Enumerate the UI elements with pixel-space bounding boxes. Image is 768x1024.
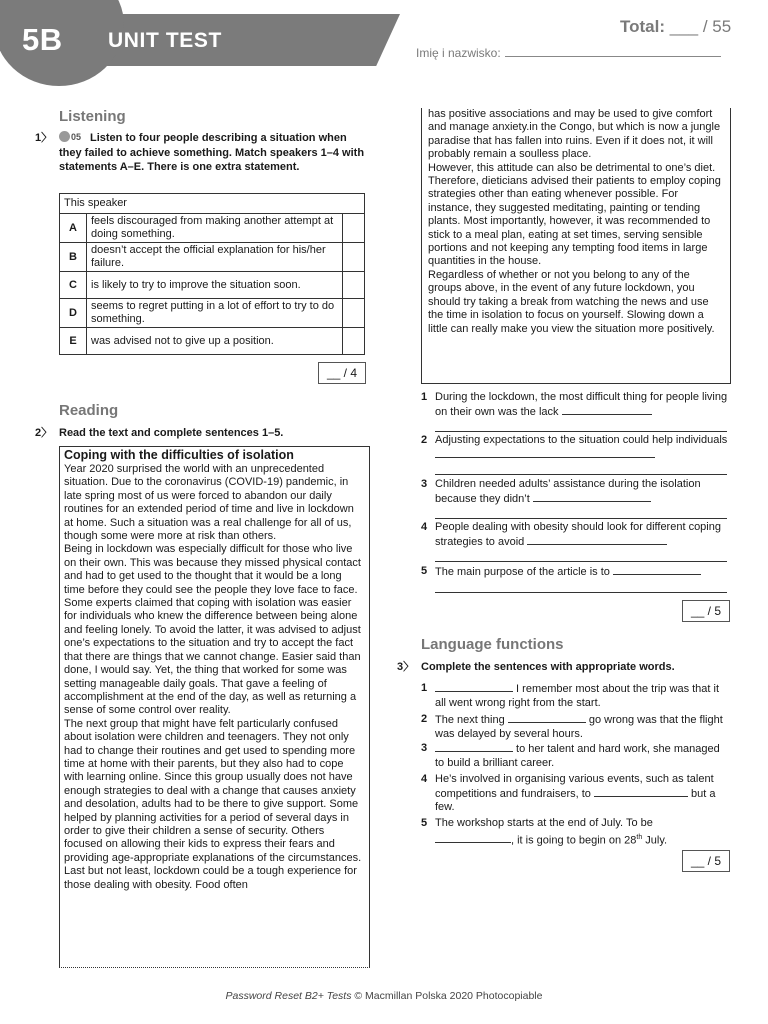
- answer-line[interactable]: [435, 549, 727, 562]
- paragraph: Regardless of whether or not you belong to any of the groups above, in the event of any future lockdown, you should try taking a break from watching the news and use the time in isolation to focus on yourself. Slowing down a little can really make you view the situation more positively.: [428, 268, 715, 335]
- task-3-number: 3〉: [397, 661, 415, 673]
- paragraph: However, this attitude can also be detrimental to one’s diet. Therefore, dieticians advised their patients to employ coping strategies other than eating whenever possible. For instance, they suggested meditating, painting or tending plants. Most importantly, however, it was recommended to stick to a meal plan, eating at set times, serving sensible portions and not keeping any tempting food items in large quantities in the house.: [428, 161, 721, 268]
- answer-blank[interactable]: [435, 448, 655, 458]
- answer-cell[interactable]: [343, 214, 365, 243]
- answer-line[interactable]: [435, 462, 727, 475]
- answer-blank[interactable]: [508, 713, 586, 723]
- answer-blank[interactable]: [613, 565, 701, 575]
- name-field[interactable]: [505, 45, 721, 57]
- score-box-reading: __ / 5: [682, 600, 730, 622]
- language-item: 3 to her talent and hard work, she managed to build a brilliant career.: [421, 742, 720, 769]
- unit-code: 5B: [22, 22, 63, 57]
- answer-line[interactable]: [435, 580, 727, 593]
- score-box-language: __ / 5: [682, 850, 730, 872]
- reading-question: 1 During the lockdown, the most difficult thing for people living on their own was the lack: [435, 391, 731, 432]
- book-title: Password Reset B2+ Tests: [225, 990, 352, 1002]
- row-letter: C: [60, 272, 87, 299]
- audio-cd-icon: 05: [59, 131, 87, 142]
- answer-blank[interactable]: [435, 682, 513, 692]
- answer-line[interactable]: [435, 419, 727, 432]
- row-letter: A: [60, 214, 87, 243]
- language-item: 2 The next thing go wrong was that the flight was delayed by several hours.: [421, 713, 723, 740]
- paragraph: Year 2020 surprised the world with an unprecedented situation. Due to the coronavirus (COVID-19) pandemic, in late spring most of us were forced to abandon our daily routines for an extended period of time and live in lockdown at home. Such a situation was a real challenge for all of us, though some were more at risk than others.: [64, 463, 354, 543]
- answer-cell[interactable]: [343, 328, 365, 355]
- reading-question: 2 Adjusting expectations to the situation could help individuals: [435, 434, 731, 475]
- row-statement: feels discouraged from making another attempt at doing something.: [87, 214, 343, 243]
- section-listening: Listening: [59, 108, 126, 125]
- paragraph: The next group that might have felt particularly confused about isolation were children and teenagers. They not only had to change their routines and get used to spending more time at home with their parents, but they also had to cope with learning online. Since this group usually does not have enough strategies to deal with a change that causes anxiety and desolation, adults had to be there to give support. Some helped by planning activities for a period of several days in order to give their children a sense of security. Others focused on allowing their kids to express their fears and providing age-appropriate explanations of the circumstances.: [64, 717, 362, 864]
- language-item: 1 I remember most about the trip was that it all went wrong right from the start.: [421, 682, 720, 709]
- answer-cell[interactable]: [343, 299, 365, 328]
- answer-blank[interactable]: [435, 742, 513, 752]
- answer-blank[interactable]: [533, 492, 651, 502]
- total-score: [620, 17, 731, 37]
- task-1-number: 1〉: [35, 132, 53, 144]
- answer-blank[interactable]: [562, 405, 652, 415]
- row-letter: D: [60, 299, 87, 328]
- reading-question: 4 People dealing with obesity should look for different coping strategies to avoid: [435, 521, 731, 562]
- reading-question: 3 Children needed adults’ assistance during the isolation because they didn’t: [435, 478, 731, 519]
- language-item: 5 The workshop starts at the end of July. To be , it is going to begin on 28th July.: [421, 817, 668, 847]
- table-header: This speaker: [60, 194, 365, 214]
- score-box-listening: __ / 4: [318, 362, 366, 384]
- reading-text-part-1: [59, 446, 370, 968]
- paragraph: has positive associations and may be used to give comfort and manage anxiety.in the Congo, but which is now a jungle paradise that has fallen into ruins. Even if it does not, it will probably remain a soulless place.: [428, 108, 721, 161]
- matching-table: [59, 193, 365, 355]
- student-name-row: [416, 45, 721, 60]
- paragraph: Being in lockdown was especially difficult for those who live on their own. This was because they missed physical contact and had to get used to the thought that it would be a long time before they could see the people they love face to face. Some experts claimed that coping with isolation was easier for individuals who knew the difference between being alone and feeling lonely. To avoid the latter, it was advised to adjust one’s expectations to the situation and try to accept the fact that there are things that we cannot change. Easier said than done, I would say. Yet, the thing that worked for some was setting manageable daily goals. That gave a feeling of accomplishment at the end of the day, as well as returning a sense of some control over reality.: [64, 543, 361, 717]
- section-language-functions: Language functions: [421, 636, 564, 653]
- row-letter: E: [60, 328, 87, 355]
- answer-blank[interactable]: [435, 833, 511, 843]
- page-footer: [0, 990, 768, 1002]
- task-2-instruction: 2〉 Read the text and complete sentences 1–5.: [35, 427, 284, 439]
- reading-question: 5 The main purpose of the article is to: [435, 565, 731, 593]
- row-statement: was advised not to give up a position.: [87, 328, 343, 355]
- page-title: UNIT TEST: [108, 29, 222, 52]
- section-reading: Reading: [59, 402, 119, 419]
- answer-blank[interactable]: [527, 535, 667, 545]
- answer-cell[interactable]: [343, 272, 365, 299]
- name-label: Imię i nazwisko:: [416, 46, 501, 60]
- answer-cell[interactable]: [343, 243, 365, 272]
- total-value: ___ / 55: [669, 17, 732, 36]
- total-label: Total:: [620, 17, 666, 36]
- row-letter: B: [60, 243, 87, 272]
- reading-text-part-2: [421, 108, 731, 384]
- copyright: © Macmillan Polska 2020 Photocopiable: [354, 990, 543, 1002]
- task-1-instruction: 1〉 05 Listen to four people describing a situation when they failed to achieve something. Match speakers 1–4 with statements A–E. There is one extra statement.: [35, 132, 365, 173]
- task-2-number: 2〉: [35, 427, 53, 439]
- task-3-instruction: 3〉 Complete the sentences with appropriate words.: [397, 661, 675, 673]
- language-item: 4 He’s involved in organising various events, such as talent competitions and fundraisers, to but a few.: [421, 773, 716, 814]
- answer-blank[interactable]: [594, 787, 688, 797]
- row-statement: is likely to try to improve the situation soon.: [87, 272, 343, 299]
- row-statement: doesn’t accept the official explanation for his/her failure.: [87, 243, 343, 272]
- answer-line[interactable]: [435, 506, 727, 519]
- reading-text-title: Coping with the difficulties of isolation: [64, 448, 294, 462]
- paragraph: Last but not least, lockdown could be a tough experience for those dealing with obesity. Food often: [64, 865, 357, 891]
- row-statement: seems to regret putting in a lot of effort to try to do something.: [87, 299, 343, 328]
